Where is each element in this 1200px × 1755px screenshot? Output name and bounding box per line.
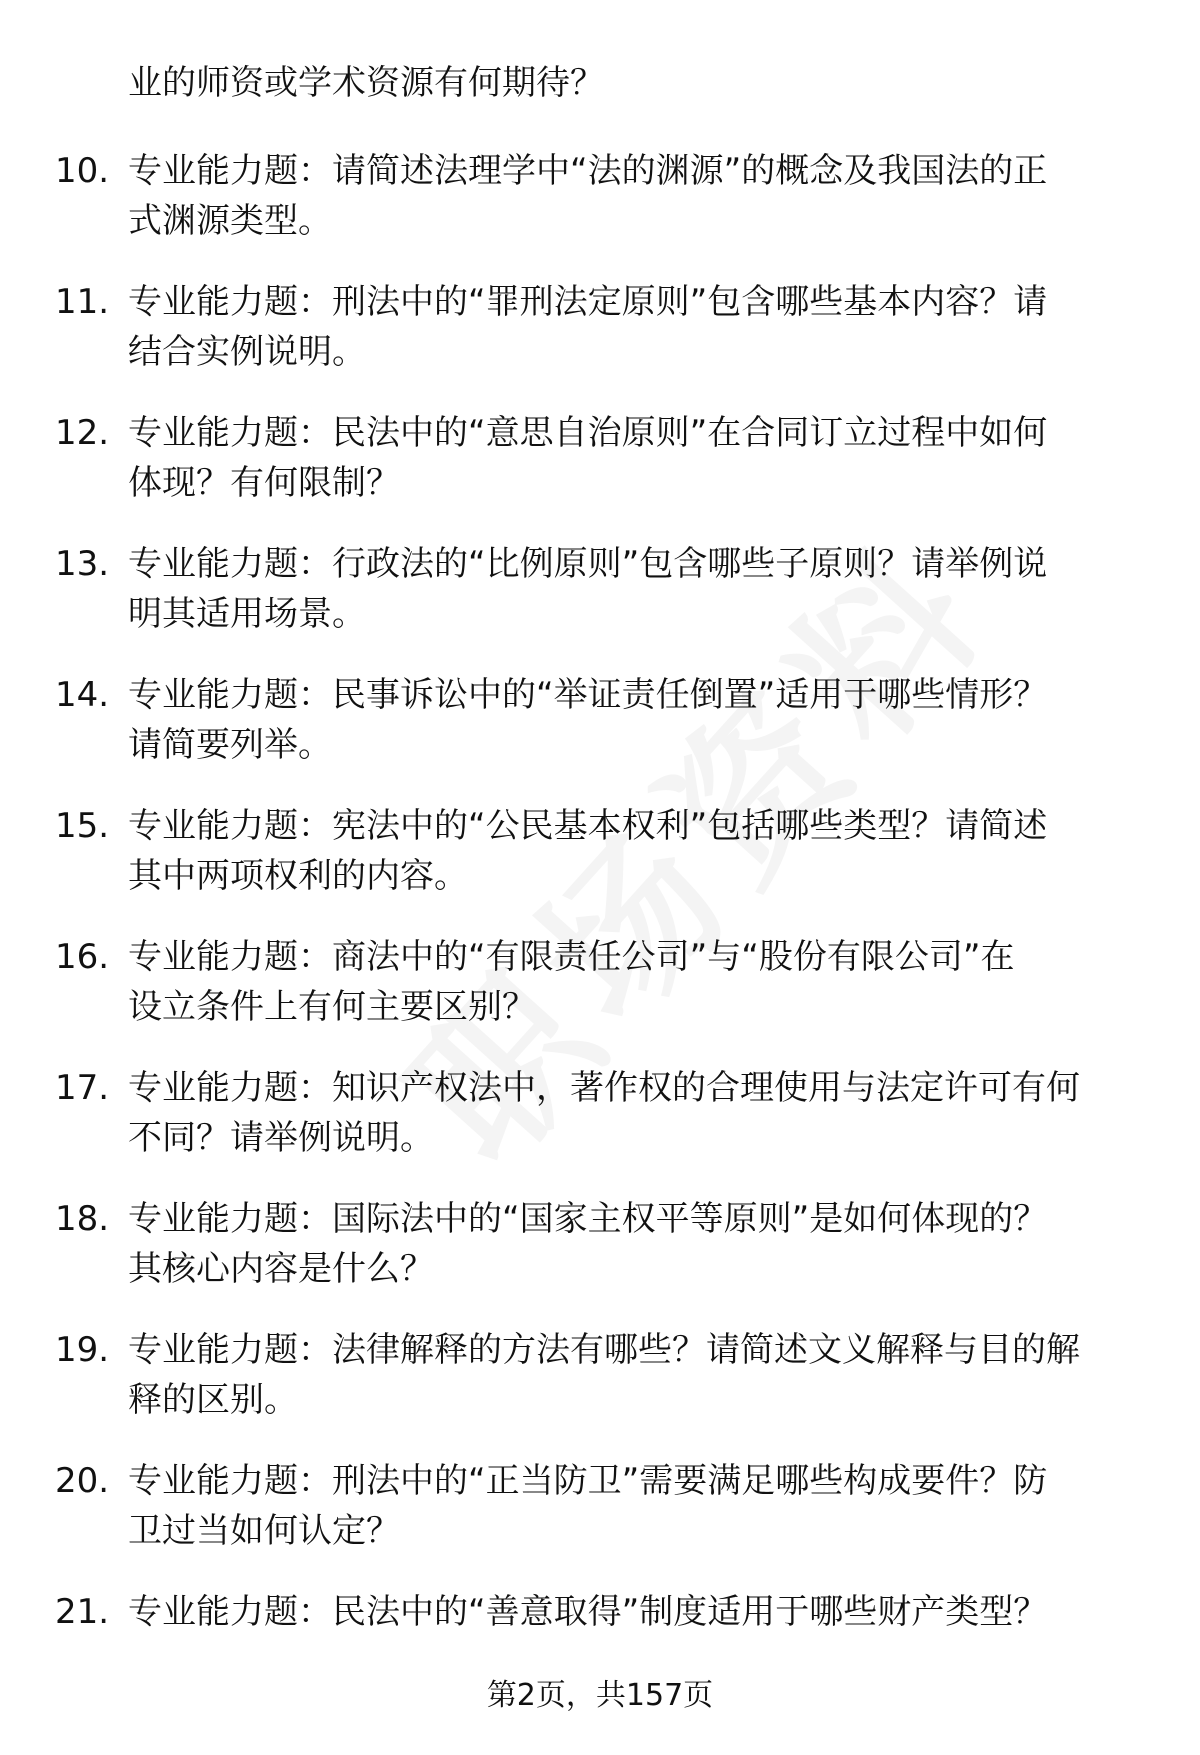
- question-text: [128, 1456, 1138, 1556]
- question-text: [128, 670, 1138, 770]
- question-text: [128, 146, 1138, 246]
- question-line: 其中两项权利的内容。: [128, 856, 468, 896]
- question-number: 14.: [55, 675, 110, 715]
- question-number: 20.: [55, 1461, 110, 1501]
- question-item: [0, 1456, 1200, 1587]
- question-number: 18.: [55, 1199, 110, 1239]
- question-line: 专业能力题：知识产权法中，著作权的合理使用与法定许可有何: [128, 1068, 1080, 1108]
- question-item: [0, 146, 1200, 277]
- question-number: 17.: [55, 1068, 110, 1108]
- question-line: 专业能力题：民法中的“善意取得”制度适用于哪些财产类型？: [128, 1592, 1048, 1632]
- question-line: 专业能力题：宪法中的“公民基本权利”包括哪些类型？请简述: [128, 806, 1048, 846]
- question-text: [128, 932, 1138, 1032]
- question-item: [0, 539, 1200, 670]
- question-number: 15.: [55, 806, 110, 846]
- question-item: [0, 932, 1200, 1063]
- question-text: [128, 408, 1138, 508]
- question-line: 明其适用场景。: [128, 594, 366, 634]
- question-text: [128, 277, 1138, 377]
- question-line: 专业能力题：请简述法理学中“法的渊源”的概念及我国法的正: [128, 151, 1048, 191]
- question-line: 请简要列举。: [128, 725, 332, 765]
- question-line: 释的区别。: [128, 1380, 298, 1420]
- question-line: 专业能力题：民事诉讼中的“举证责任倒置”适用于哪些情形？: [128, 675, 1048, 715]
- question-item: [0, 801, 1200, 932]
- question-line: 专业能力题：国际法中的“国家主权平等原则”是如何体现的？: [128, 1199, 1048, 1239]
- question-item: [0, 1325, 1200, 1456]
- question-line: 设立条件上有何主要区别？: [128, 987, 536, 1027]
- question-number: 19.: [55, 1330, 110, 1370]
- question-item: [0, 1194, 1200, 1325]
- question-line: 卫过当如何认定？: [128, 1511, 400, 1551]
- question-line: 专业能力题：民法中的“意思自治原则”在合同订立过程中如何: [128, 413, 1048, 453]
- question-line: 专业能力题：行政法的“比例原则”包含哪些子原则？请举例说: [128, 544, 1048, 584]
- question-line: 体现？有何限制？: [128, 463, 400, 503]
- question-text: [128, 539, 1138, 639]
- question-number: 12.: [55, 413, 110, 453]
- question-item: [0, 277, 1200, 408]
- question-number: 11.: [55, 282, 110, 322]
- question-list: [0, 146, 1200, 1718]
- question-line: 专业能力题：商法中的“有限责任公司”与“股份有限公司”在: [128, 937, 1015, 977]
- question-item: [0, 408, 1200, 539]
- question-line: 不同？请举例说明。: [128, 1118, 434, 1158]
- question-number: 13.: [55, 544, 110, 584]
- question-text: [128, 1063, 1138, 1163]
- question-item: [0, 670, 1200, 801]
- question-number: 16.: [55, 937, 110, 977]
- continued-question-text: 业的师资或学术资源有何期待？: [128, 63, 604, 103]
- question-text: [128, 801, 1138, 901]
- question-text: [128, 1587, 1138, 1637]
- page-number-footer: 第2页，共157页: [486, 1678, 714, 1713]
- question-text: [128, 1325, 1138, 1425]
- question-number: 21.: [55, 1592, 110, 1632]
- question-number: 10.: [55, 151, 110, 191]
- question-line: 专业能力题：刑法中的“正当防卫”需要满足哪些构成要件？防: [128, 1461, 1048, 1501]
- question-item: [0, 1063, 1200, 1194]
- question-line: 结合实例说明。: [128, 332, 366, 372]
- question-line: 式渊源类型。: [128, 201, 332, 241]
- question-line: 其核心内容是什么？: [128, 1249, 434, 1289]
- question-line: 专业能力题：法律解释的方法有哪些？请简述文义解释与目的解: [128, 1330, 1080, 1370]
- question-line: 专业能力题：刑法中的“罪刑法定原则”包含哪些基本内容？请: [128, 282, 1048, 322]
- question-text: [128, 1194, 1138, 1294]
